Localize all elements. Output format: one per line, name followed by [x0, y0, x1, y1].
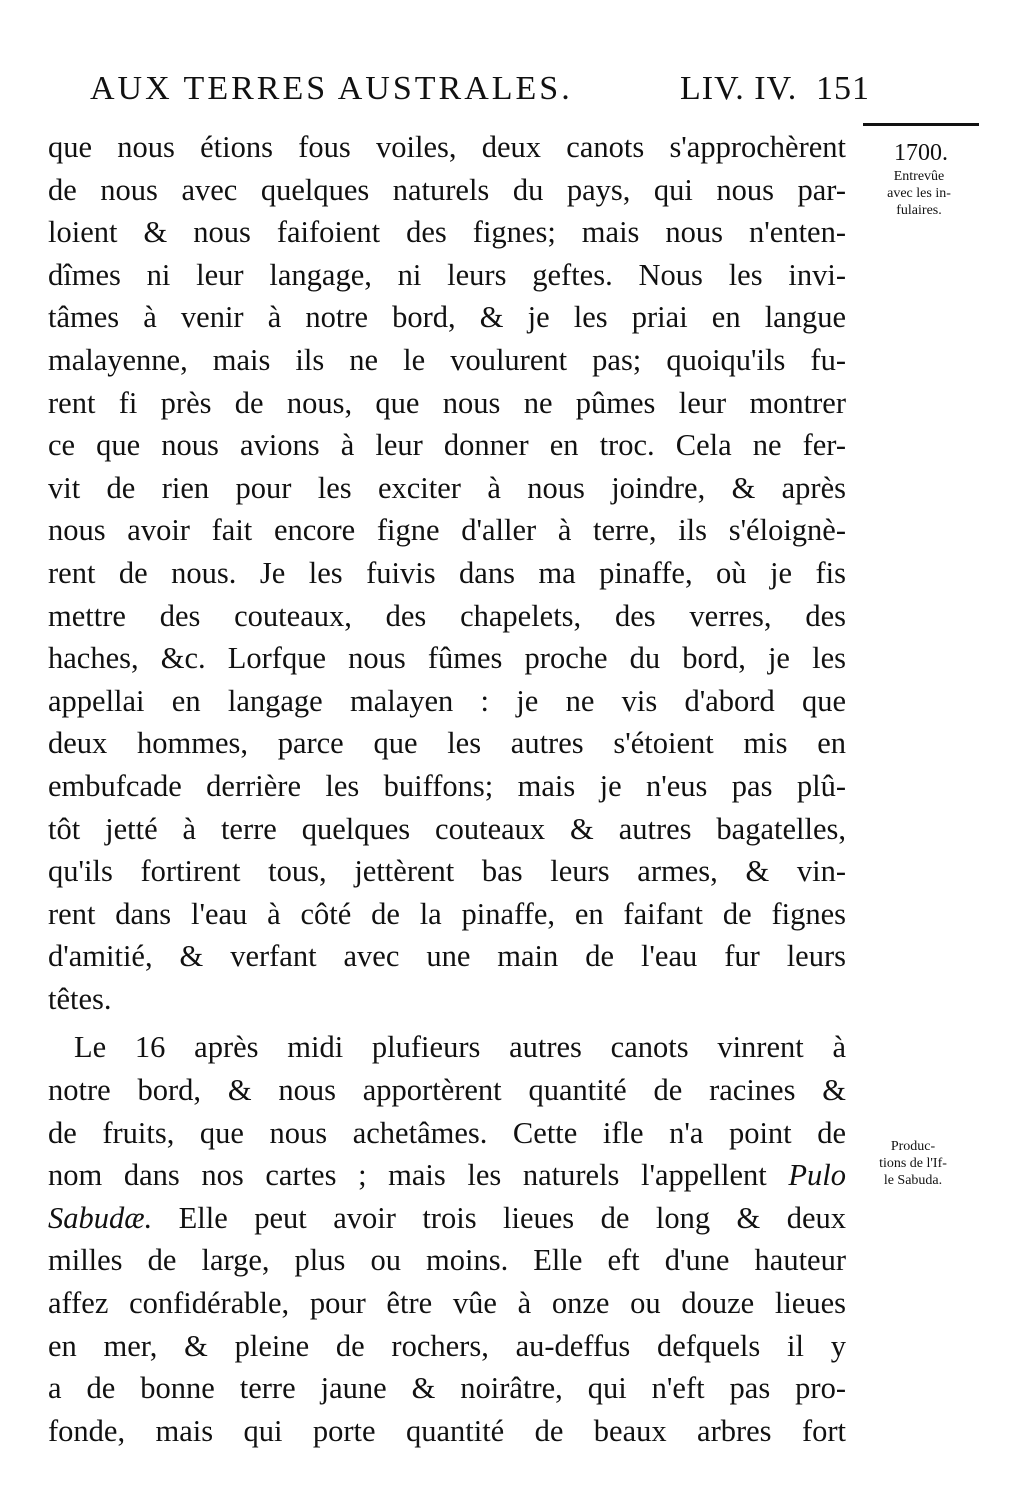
running-title: AUX TERRES AUSTRALES.	[90, 70, 573, 107]
margin-note-productions	[848, 1138, 978, 1189]
text-line: rent de nous. Je les fuivis dans ma pinaffe, où je fis	[48, 555, 846, 590]
text-segment: Elle peut avoir trois lieues de long & deux	[152, 1200, 846, 1235]
text-line: rent fi près de nous, que nous ne pûmes leur montrer	[48, 385, 846, 420]
margin-note-line: avec les in-	[887, 186, 951, 201]
text-line: de fruits, que nous achetâmes. Cette ifle n'a point de	[48, 1115, 846, 1150]
text-line: Le 16 après midi plufieurs autres canots vinrent à	[74, 1030, 846, 1065]
text-line: de nous avec quelques naturels du pays, qui nous par-	[48, 172, 846, 207]
text-line: vit de rien pour les exciter à nous joindre, & après	[48, 470, 846, 505]
page-number: 151	[816, 70, 870, 107]
margin-note-line: Entrevûe	[893, 169, 945, 184]
text-line: ce que nous avions à leur donner en troc. Cela ne fer-	[48, 428, 846, 463]
text-line: en mer, & pleine de rochers, au-deffus defquels il y	[48, 1328, 846, 1363]
margin-note-line: fulaires.	[896, 203, 942, 218]
italic-name: Pulo	[788, 1158, 846, 1193]
text-line: loient & nous faifoient des fignes; mais nous n'enten-	[48, 215, 846, 250]
text-line-with-italic	[48, 1154, 846, 1197]
text-line: deux hommes, parce que les autres s'étoient mis en	[48, 726, 846, 761]
paragraph-1	[48, 126, 846, 1020]
text-line: tôt jetté à terre quelques couteaux & autres bagatelles,	[48, 811, 846, 846]
text-line: embufcade derrière les buiffons; mais je n'eus pas plû-	[48, 768, 846, 803]
text-line: que nous étions fous voiles, deux canots s'approchèrent	[48, 130, 846, 164]
paragraph-2	[48, 1026, 846, 1452]
text-line: têtes.	[48, 981, 112, 1016]
text-line: dîmes ni leur langage, ni leurs geftes. Nous les invi-	[48, 257, 846, 292]
text-line: d'amitié, & verfant avec une main de l'eau fur leurs	[48, 939, 846, 974]
text-line: milles de large, plus ou moins. Elle eft d'une hauteur	[48, 1243, 846, 1278]
text-line: mettre des couteaux, des chapelets, des verres, des	[48, 598, 846, 633]
text-line: notre bord, & nous apportèrent quantité de racines &	[48, 1073, 846, 1108]
text-line: appellai en langage malayen : je ne vis d'abord que	[48, 683, 846, 718]
body-text	[48, 126, 846, 1452]
text-line-with-italic	[48, 1197, 846, 1240]
text-line: haches, &c. Lorfque nous fûmes proche du bord, je les	[48, 641, 846, 676]
text-line: fonde, mais qui porte quantité de beaux arbres fort	[48, 1413, 846, 1448]
text-line: affez confidérable, pour être vûe à onze ou douze lieues	[48, 1286, 846, 1321]
text-segment: nom dans nos cartes ; mais les naturels l'appellent	[48, 1158, 789, 1193]
margin-rule	[863, 123, 979, 126]
book-number: LIV. IV.	[680, 70, 798, 107]
text-line: rent dans l'eau à côté de la pinaffe, en faifant de fignes	[48, 896, 846, 931]
text-line: nous avoir fait encore figne d'aller à terre, ils s'éloignè-	[48, 513, 846, 548]
italic-name: Sabudæ.	[48, 1200, 153, 1235]
text-line: malayenne, mais ils ne le voulurent pas; quoiqu'ils fu-	[48, 342, 846, 377]
text-line: a de bonne terre jaune & noirâtre, qui n'eft pas pro-	[48, 1371, 846, 1406]
margin-note-line: Produc-	[890, 1139, 936, 1154]
text-line: qu'ils fortirent tous, jettèrent bas leurs armes, & vin-	[48, 854, 846, 889]
text-line: tâmes à venir à notre bord, & je les priai en langue	[48, 300, 846, 335]
running-head	[90, 70, 870, 120]
margin-year: 1700.	[894, 140, 948, 166]
margin-note-line: le Sabuda.	[883, 1173, 943, 1188]
margin-note-entrevue	[854, 168, 984, 219]
margin-note-line: tions de l'If-	[879, 1156, 947, 1171]
